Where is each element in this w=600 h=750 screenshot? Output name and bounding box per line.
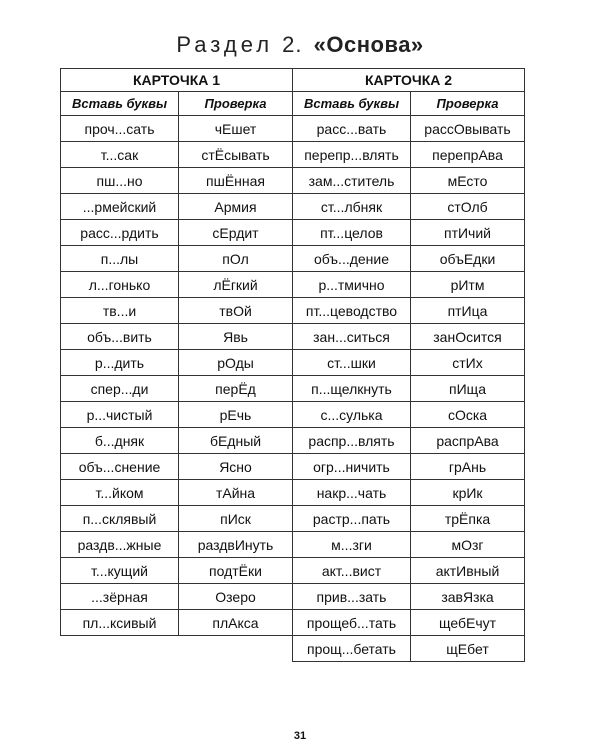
table-row xyxy=(61,116,293,142)
insert-letters-cell: л...гонько xyxy=(61,272,179,298)
table-row xyxy=(293,220,525,246)
check-word-cell: завЯзка xyxy=(411,584,525,610)
check-word-cell: занОсится xyxy=(411,324,525,350)
insert-letters-cell: ...зёрная xyxy=(61,584,179,610)
table-row xyxy=(293,376,525,402)
insert-letters-cell: прощеб...тать xyxy=(293,610,411,636)
check-word-cell: бЕдный xyxy=(179,428,293,454)
table-row xyxy=(293,142,525,168)
insert-letters-cell: зан...ситься xyxy=(293,324,411,350)
insert-letters-cell: р...тмично xyxy=(293,272,411,298)
check-word-cell: стЁсывать xyxy=(179,142,293,168)
insert-letters-cell: спер...ди xyxy=(61,376,179,402)
card-1-title: КАРТОЧКА 1 xyxy=(61,69,293,92)
check-word-cell: мОзг xyxy=(411,532,525,558)
insert-letters-cell: п...лы xyxy=(61,246,179,272)
table-row xyxy=(61,194,293,220)
table-row xyxy=(61,454,293,480)
check-word-cell: грАнь xyxy=(411,454,525,480)
check-word-cell: перепрАва xyxy=(411,142,525,168)
card-2-table xyxy=(292,68,525,662)
page-title xyxy=(0,32,600,58)
insert-letters-cell: объ...вить xyxy=(61,324,179,350)
table-row xyxy=(293,506,525,532)
table-row xyxy=(61,350,293,376)
table-row xyxy=(293,324,525,350)
card-2-title: КАРТОЧКА 2 xyxy=(293,69,525,92)
table-row xyxy=(293,610,525,636)
table-row xyxy=(61,298,293,324)
check-word-cell: пИща xyxy=(411,376,525,402)
table-row xyxy=(61,532,293,558)
table-row xyxy=(293,636,525,662)
insert-letters-cell: п...склявый xyxy=(61,506,179,532)
check-word-cell: плАкса xyxy=(179,610,293,636)
insert-letters-cell: пт...целов xyxy=(293,220,411,246)
table-row xyxy=(61,142,293,168)
card-1-col-insert-header: Вставь буквы xyxy=(61,92,179,116)
cards-area xyxy=(60,68,524,693)
check-word-cell: птИчий xyxy=(411,220,525,246)
check-word-cell: распрАва xyxy=(411,428,525,454)
check-word-cell: Ясно xyxy=(179,454,293,480)
table-row xyxy=(61,220,293,246)
check-word-cell: рассОвывать xyxy=(411,116,525,142)
table-row xyxy=(61,168,293,194)
check-word-cell: рЕчь xyxy=(179,402,293,428)
check-word-cell: твОй xyxy=(179,298,293,324)
insert-letters-cell: проч...сать xyxy=(61,116,179,142)
section-number: 2. xyxy=(282,32,303,57)
section-word: Раздел xyxy=(176,32,274,57)
table-row xyxy=(293,168,525,194)
insert-letters-cell: прив...зать xyxy=(293,584,411,610)
check-word-cell: трЁпка xyxy=(411,506,525,532)
insert-letters-cell: распр...влять xyxy=(293,428,411,454)
table-row xyxy=(293,480,525,506)
card-1-body xyxy=(61,116,293,636)
check-word-cell: Явь xyxy=(179,324,293,350)
insert-letters-cell: прощ...бетать xyxy=(293,636,411,662)
insert-letters-cell: т...сак xyxy=(61,142,179,168)
insert-letters-cell: перепр...влять xyxy=(293,142,411,168)
check-word-cell: тАйна xyxy=(179,480,293,506)
insert-letters-cell: т...йком xyxy=(61,480,179,506)
table-row xyxy=(61,558,293,584)
table-row xyxy=(61,428,293,454)
check-word-cell: стИх xyxy=(411,350,525,376)
check-word-cell: объЕдки xyxy=(411,246,525,272)
check-word-cell: сЕрдит xyxy=(179,220,293,246)
check-word-cell: мЕсто xyxy=(411,168,525,194)
check-word-cell: рИтм xyxy=(411,272,525,298)
insert-letters-cell: зам...ститель xyxy=(293,168,411,194)
check-word-cell: лЁгкий xyxy=(179,272,293,298)
check-word-cell: подтЁки xyxy=(179,558,293,584)
insert-letters-cell: объ...дение xyxy=(293,246,411,272)
section-name: «Основа» xyxy=(313,32,424,57)
table-row xyxy=(61,402,293,428)
insert-letters-cell: т...кущий xyxy=(61,558,179,584)
insert-letters-cell: р...дить xyxy=(61,350,179,376)
check-word-cell: стОлб xyxy=(411,194,525,220)
card-2-col-check-header: Проверка xyxy=(411,92,525,116)
insert-letters-cell: б...дняк xyxy=(61,428,179,454)
check-word-cell: чЕшет xyxy=(179,116,293,142)
check-word-cell: Озеро xyxy=(179,584,293,610)
table-row xyxy=(293,428,525,454)
table-row xyxy=(61,480,293,506)
check-word-cell: рОды xyxy=(179,350,293,376)
check-word-cell: крИк xyxy=(411,480,525,506)
insert-letters-cell: ...рмейский xyxy=(61,194,179,220)
table-row xyxy=(293,246,525,272)
check-word-cell: Армия xyxy=(179,194,293,220)
check-word-cell: актИвный xyxy=(411,558,525,584)
card-2-col-insert-header: Вставь буквы xyxy=(293,92,411,116)
table-row xyxy=(293,298,525,324)
card-2-body xyxy=(293,116,525,662)
insert-letters-cell: огр...ничить xyxy=(293,454,411,480)
check-word-cell: щебЕчут xyxy=(411,610,525,636)
insert-letters-cell: расс...вать xyxy=(293,116,411,142)
insert-letters-cell: п...щелкнуть xyxy=(293,376,411,402)
insert-letters-cell: ст...шки xyxy=(293,350,411,376)
check-word-cell: раздвИнуть xyxy=(179,532,293,558)
table-row xyxy=(61,272,293,298)
table-row xyxy=(61,246,293,272)
table-row xyxy=(61,506,293,532)
table-row xyxy=(293,584,525,610)
insert-letters-cell: пш...но xyxy=(61,168,179,194)
insert-letters-cell: м...зги xyxy=(293,532,411,558)
check-word-cell: птИца xyxy=(411,298,525,324)
insert-letters-cell: расс...рдить xyxy=(61,220,179,246)
page-number: 31 xyxy=(293,730,307,742)
table-row xyxy=(293,350,525,376)
table-row xyxy=(293,402,525,428)
table-row xyxy=(293,272,525,298)
insert-letters-cell: р...чистый xyxy=(61,402,179,428)
insert-letters-cell: пт...цеводство xyxy=(293,298,411,324)
card-1-col-check-header: Проверка xyxy=(179,92,293,116)
insert-letters-cell: растр...пать xyxy=(293,506,411,532)
table-row xyxy=(293,532,525,558)
insert-letters-cell: пл...ксивый xyxy=(61,610,179,636)
table-row xyxy=(61,324,293,350)
table-row xyxy=(61,376,293,402)
insert-letters-cell: раздв...жные xyxy=(61,532,179,558)
check-word-cell: перЁд xyxy=(179,376,293,402)
table-row xyxy=(293,558,525,584)
check-word-cell: пшЁнная xyxy=(179,168,293,194)
insert-letters-cell: ст...лбняк xyxy=(293,194,411,220)
insert-letters-cell: тв...и xyxy=(61,298,179,324)
table-row xyxy=(293,116,525,142)
check-word-cell: пОл xyxy=(179,246,293,272)
table-row xyxy=(293,454,525,480)
table-row xyxy=(293,194,525,220)
check-word-cell: сОска xyxy=(411,402,525,428)
insert-letters-cell: объ...снение xyxy=(61,454,179,480)
card-1-table xyxy=(60,68,293,636)
insert-letters-cell: с...сулька xyxy=(293,402,411,428)
check-word-cell: щЕбет xyxy=(411,636,525,662)
insert-letters-cell: накр...чать xyxy=(293,480,411,506)
insert-letters-cell: акт...вист xyxy=(293,558,411,584)
table-row xyxy=(61,584,293,610)
check-word-cell: пИск xyxy=(179,506,293,532)
table-row xyxy=(61,610,293,636)
